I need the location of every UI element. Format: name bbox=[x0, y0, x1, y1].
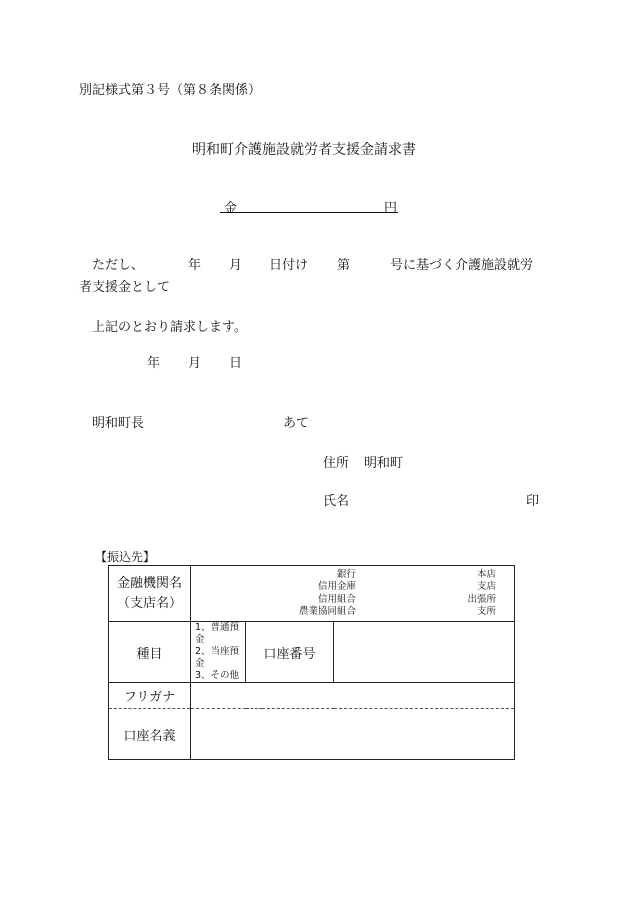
bank-name-label: 金融機関名 bbox=[116, 575, 182, 591]
amount-underline bbox=[220, 212, 398, 213]
account-type-option: 3、その他 bbox=[195, 670, 240, 681]
form-number: 別記様式第３号（第８条関係） bbox=[79, 83, 262, 98]
transfer-header: 【振込先】 bbox=[95, 550, 156, 564]
proviso-month: 月 bbox=[229, 258, 243, 273]
date-day: 日 bbox=[229, 356, 243, 371]
bank-name-label-cell bbox=[109, 566, 191, 622]
bank-row bbox=[109, 566, 515, 622]
address-label: 住所 bbox=[323, 456, 350, 471]
account-type-options[interactable] bbox=[191, 622, 246, 683]
furigana-entry[interactable] bbox=[191, 683, 515, 709]
request-text: 上記のとおり請求します。 bbox=[92, 320, 247, 335]
addressee-name: 明和町長 bbox=[92, 416, 145, 431]
seal-mark: 印 bbox=[526, 494, 540, 509]
proviso-tadashi: ただし、 bbox=[92, 258, 145, 273]
proviso-line2: 者支援金として bbox=[79, 280, 171, 295]
branch-name-label: （支店名） bbox=[116, 595, 182, 611]
date-month: 月 bbox=[188, 356, 202, 371]
page-title: 明和町介護施設就労者支援金請求書 bbox=[192, 142, 416, 158]
proviso-date-suffix: 日付け bbox=[269, 258, 309, 273]
account-number-label: 口座番号 bbox=[246, 622, 334, 683]
date-year: 年 bbox=[147, 356, 161, 371]
bank-name-entry[interactable] bbox=[191, 566, 515, 622]
branch-type: 本店 bbox=[476, 568, 496, 580]
institution-type: 銀行 bbox=[336, 568, 356, 580]
proviso-year: 年 bbox=[188, 258, 202, 273]
branch-type-list bbox=[356, 569, 496, 619]
amount-yen: 円 bbox=[384, 201, 398, 216]
institution-type: 農業協同組合 bbox=[298, 606, 356, 617]
furigana-row bbox=[109, 683, 515, 709]
amount-kin: 金 bbox=[224, 201, 238, 216]
account-type-label: 種目 bbox=[109, 622, 191, 683]
institution-type: 信用組合 bbox=[317, 593, 356, 605]
proviso-go-tail: 号に基づく介護施設就労 bbox=[390, 258, 534, 273]
bank-account-table bbox=[108, 565, 515, 760]
branch-type: 出張所 bbox=[467, 593, 496, 605]
branch-type: 支所 bbox=[476, 606, 496, 617]
account-holder-row bbox=[109, 709, 515, 760]
name-label: 氏名 bbox=[323, 494, 350, 509]
furigana-label: フリガナ bbox=[109, 683, 191, 709]
account-holder-entry[interactable] bbox=[191, 709, 515, 760]
institution-type: 信用金庫 bbox=[317, 581, 356, 592]
addressee-ate: あて bbox=[283, 416, 310, 431]
account-number-entry[interactable] bbox=[334, 622, 515, 683]
institution-type-list bbox=[191, 569, 356, 619]
proviso-dai: 第 bbox=[337, 258, 351, 273]
account-type-row bbox=[109, 622, 515, 683]
address-value: 明和町 bbox=[364, 456, 404, 471]
account-type-option: 2、当座預金 bbox=[195, 646, 240, 669]
branch-type: 支店 bbox=[476, 581, 496, 592]
account-holder-label: 口座名義 bbox=[109, 709, 191, 760]
account-type-option: 1、普通預金 bbox=[195, 622, 240, 645]
